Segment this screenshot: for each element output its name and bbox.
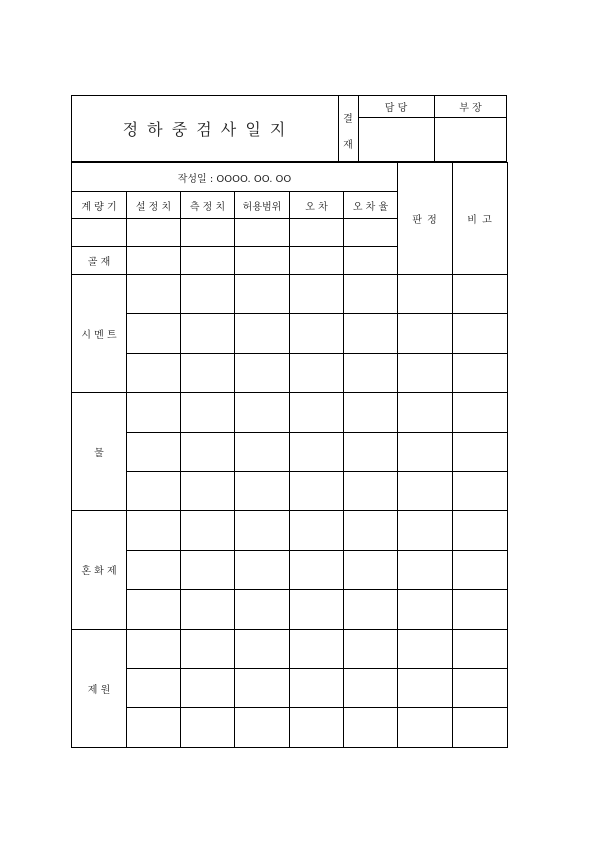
table-row <box>72 708 508 747</box>
table-cell[interactable] <box>181 471 235 510</box>
table-cell[interactable] <box>344 471 398 510</box>
table-cell[interactable] <box>398 314 453 353</box>
table-cell[interactable] <box>398 432 453 471</box>
table-cell[interactable] <box>235 353 290 392</box>
table-cell[interactable] <box>453 353 508 392</box>
table-cell[interactable] <box>181 590 235 629</box>
approval-sign-staff[interactable] <box>358 118 435 161</box>
table-row <box>72 550 508 589</box>
approval-col-staff: 담 당 <box>358 96 435 118</box>
table-row <box>72 393 508 432</box>
approval-col-manager: 부 장 <box>435 96 506 118</box>
table-cell[interactable] <box>181 247 235 275</box>
table-cell[interactable] <box>344 353 398 392</box>
table-cell[interactable] <box>398 629 453 668</box>
table-cell[interactable] <box>453 668 508 707</box>
table-cell[interactable] <box>235 471 290 510</box>
table-cell[interactable] <box>344 432 398 471</box>
table-cell[interactable] <box>344 590 398 629</box>
table-cell[interactable] <box>290 511 344 550</box>
table-row <box>72 314 508 353</box>
table-cell[interactable] <box>453 550 508 589</box>
col-set-value: 설 정 치 <box>127 192 181 219</box>
table-cell[interactable] <box>127 629 181 668</box>
table-cell[interactable] <box>290 432 344 471</box>
table-cell[interactable] <box>127 550 181 589</box>
row-label-spec: 제 원 <box>72 629 127 747</box>
approval-sign-manager[interactable] <box>435 118 506 161</box>
table-cell[interactable] <box>290 219 344 247</box>
table-cell[interactable] <box>181 550 235 589</box>
table-cell[interactable] <box>290 353 344 392</box>
table-cell[interactable] <box>181 432 235 471</box>
form-title: 정 하 중 검 사 일 지 <box>72 96 339 161</box>
table-cell[interactable] <box>344 275 398 314</box>
table-row <box>72 471 508 510</box>
table-cell[interactable] <box>453 275 508 314</box>
table-row <box>72 590 508 629</box>
table-cell[interactable] <box>398 275 453 314</box>
table-cell[interactable] <box>127 393 181 432</box>
table-cell[interactable] <box>181 668 235 707</box>
table-cell[interactable] <box>181 353 235 392</box>
table-cell[interactable] <box>290 629 344 668</box>
table-cell[interactable] <box>398 393 453 432</box>
table-cell[interactable] <box>344 219 398 247</box>
col-gauge: 계 량 기 <box>72 192 127 219</box>
table-cell[interactable] <box>344 314 398 353</box>
table-cell[interactable] <box>235 275 290 314</box>
table-cell[interactable] <box>181 708 235 747</box>
row-label-water: 물 <box>72 393 127 511</box>
table-cell[interactable] <box>344 629 398 668</box>
table-cell[interactable] <box>290 247 344 275</box>
table-cell[interactable] <box>398 511 453 550</box>
table-cell[interactable] <box>127 471 181 510</box>
table-row <box>72 668 508 707</box>
table-cell[interactable] <box>235 314 290 353</box>
table-cell[interactable] <box>398 668 453 707</box>
table-cell[interactable] <box>235 511 290 550</box>
table-cell[interactable] <box>344 247 398 275</box>
table-cell[interactable] <box>127 668 181 707</box>
table-cell[interactable] <box>290 708 344 747</box>
table-cell[interactable] <box>127 432 181 471</box>
approval-label-top: 결 <box>343 114 353 125</box>
table-row <box>72 432 508 471</box>
table-cell[interactable] <box>290 275 344 314</box>
table-cell[interactable] <box>127 219 181 247</box>
table-cell[interactable] <box>344 393 398 432</box>
table-cell[interactable] <box>398 471 453 510</box>
table-cell[interactable] <box>235 629 290 668</box>
row-label-admixture: 혼 화 제 <box>72 511 127 629</box>
table-cell[interactable] <box>290 668 344 707</box>
table-cell[interactable] <box>235 432 290 471</box>
table-cell[interactable] <box>453 393 508 432</box>
table-cell[interactable] <box>453 314 508 353</box>
table-cell[interactable] <box>127 314 181 353</box>
table-cell[interactable] <box>290 314 344 353</box>
table-cell[interactable] <box>290 590 344 629</box>
table-cell[interactable] <box>181 314 235 353</box>
table-cell[interactable] <box>398 590 453 629</box>
col-error-rate: 오 차 율 <box>344 192 398 219</box>
table-cell[interactable] <box>290 471 344 510</box>
row-label-aggregate: 골 재 <box>72 247 127 275</box>
table-row <box>72 629 508 668</box>
inspection-table <box>71 162 508 748</box>
table-cell[interactable] <box>127 275 181 314</box>
table-cell[interactable] <box>235 219 290 247</box>
table-cell[interactable] <box>181 511 235 550</box>
col-judgment: 판 정 <box>398 163 453 275</box>
table-cell[interactable] <box>290 393 344 432</box>
table-cell[interactable] <box>127 708 181 747</box>
table-cell[interactable] <box>72 219 127 247</box>
table-cell[interactable] <box>235 393 290 432</box>
approval-label <box>338 96 359 161</box>
table-cell[interactable] <box>398 708 453 747</box>
table-cell[interactable] <box>235 590 290 629</box>
table-row <box>72 511 508 550</box>
table-cell[interactable] <box>235 247 290 275</box>
table-cell[interactable] <box>235 550 290 589</box>
table-cell[interactable] <box>344 708 398 747</box>
table-cell[interactable] <box>453 590 508 629</box>
table-cell[interactable] <box>453 471 508 510</box>
table-cell[interactable] <box>235 708 290 747</box>
table-cell[interactable] <box>127 511 181 550</box>
table-cell[interactable] <box>398 550 453 589</box>
table-cell[interactable] <box>290 550 344 589</box>
table-cell[interactable] <box>344 668 398 707</box>
date-line: 작성일 : OOOO. OO. OO <box>72 163 398 192</box>
table-cell[interactable] <box>453 629 508 668</box>
table-cell[interactable] <box>181 393 235 432</box>
table-cell[interactable] <box>181 275 235 314</box>
table-row <box>72 353 508 392</box>
table-cell[interactable] <box>344 511 398 550</box>
form-header <box>71 95 507 162</box>
table-row <box>72 275 508 314</box>
table-cell[interactable] <box>127 247 181 275</box>
col-tolerance: 허용범위 <box>235 192 290 219</box>
col-error: 오 차 <box>290 192 344 219</box>
table-cell[interactable] <box>235 668 290 707</box>
table-cell[interactable] <box>398 353 453 392</box>
col-remarks: 비 고 <box>453 163 508 275</box>
table-cell[interactable] <box>181 629 235 668</box>
table-cell[interactable] <box>453 708 508 747</box>
row-label-cement: 시 멘 트 <box>72 275 127 393</box>
approval-label-bottom: 재 <box>343 140 353 151</box>
table-cell[interactable] <box>181 219 235 247</box>
table-cell[interactable] <box>453 511 508 550</box>
table-cell[interactable] <box>344 550 398 589</box>
table-cell[interactable] <box>127 590 181 629</box>
table-cell[interactable] <box>453 432 508 471</box>
col-measured: 측 정 치 <box>181 192 235 219</box>
table-cell[interactable] <box>127 353 181 392</box>
